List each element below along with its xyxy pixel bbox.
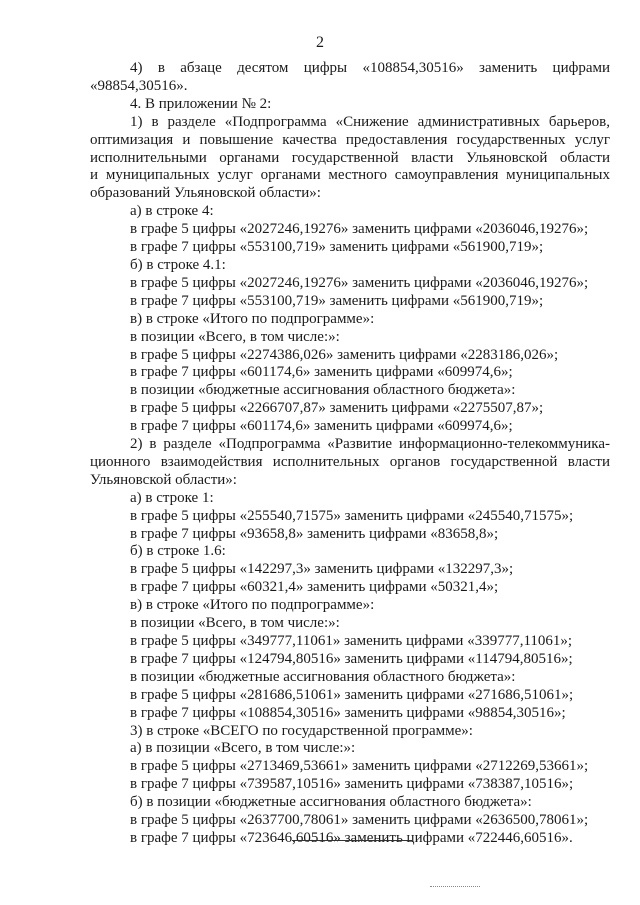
text-line: в графе 7 цифры «124794,80516» заменить цифрами «114794,80516»; <box>130 650 573 667</box>
text-line: б) в строке 1.6: <box>130 543 226 560</box>
scan-mark <box>430 886 480 887</box>
text-line: в графе 5 цифры «255540,71575» заменить цифрами «245540,71575»; <box>130 507 574 524</box>
text-line: образований Ульяновской области»: <box>90 185 321 202</box>
text-line: 4. В приложении № 2: <box>130 95 272 112</box>
text-line: исполнительными органами государственной власти Ульяновской области <box>90 149 610 166</box>
text-line: б) в позиции «бюджетные ассигнования областного бюджета»: <box>130 794 532 811</box>
text-line: в графе 5 цифры «2266707,87» заменить цифрами «2275507,87»; <box>130 400 544 417</box>
text-line: в) в строке «Итого по подпрограмме»: <box>130 310 375 327</box>
text-line: оптимизация и повышение качества предоставления государственных услуг <box>90 131 610 148</box>
text-line: 1) в разделе «Подпрограмма «Снижение административных барьеров, <box>130 113 610 130</box>
text-line: в) в строке «Итого по подпрограмме»: <box>130 597 375 614</box>
text-line: б) в строке 4.1: <box>130 256 226 273</box>
text-line: а) в строке 4: <box>130 203 214 220</box>
text-line: а) в позиции «Всего, в том числе:»: <box>130 740 356 757</box>
text-line: в графе 5 цифры «2713469,53661» заменить цифрами «2712269,53661»; <box>130 758 589 775</box>
text-line: ционного взаимодействия исполнительных органов государственной власти <box>90 453 610 470</box>
text-line: 4) в абзаце десятом цифры «108854,30516» заменить цифрами <box>130 60 610 76</box>
text-line: в позиции «Всего, в том числе:»: <box>130 328 340 345</box>
text-line: Ульяновской области»: <box>90 471 237 488</box>
text-line: в графе 5 цифры «142297,3» заменить цифрами «132297,3»; <box>130 561 514 578</box>
text-line: в графе 5 цифры «2027246,19276» заменить цифрами «2036046,19276»; <box>130 274 589 291</box>
text-line: 3) в строке «ВСЕГО по государственной программе»: <box>130 722 473 739</box>
text-line: в позиции «Всего, в том числе:»: <box>130 615 340 632</box>
text-line: в позиции «бюджетные ассигнования областного бюджета»: <box>130 382 516 399</box>
text-line: а) в строке 1: <box>130 489 214 506</box>
text-line: и муниципальных услуг органами местного самоуправления муниципальных <box>90 167 610 184</box>
separator-line <box>292 840 412 841</box>
text-line: в графе 7 цифры «601174,6» заменить цифрами «609974,6»; <box>130 418 513 435</box>
text-line: в графе 7 цифры «108854,30516» заменить цифрами «98854,30516»; <box>130 704 566 721</box>
text-line: в графе 7 цифры «553100,719» заменить цифрами «561900,719»; <box>130 292 544 309</box>
text-line: в графе 5 цифры «349777,11061» заменить цифрами «339777,11061»; <box>130 633 573 649</box>
text-line: «98854,30516». <box>90 77 188 94</box>
text-line: в графе 5 цифры «2274386,026» заменить цифрами «2283186,026»; <box>130 346 559 363</box>
text-line: в графе 7 цифры «553100,719» заменить цифрами «561900,719»; <box>130 239 544 256</box>
text-line: в графе 7 цифры «60321,4» заменить цифрами «50321,4»; <box>130 579 499 596</box>
text-line: в графе 5 цифры «2637700,78061» заменить цифрами «2636500,78061»; <box>130 812 589 829</box>
page-number: 2 <box>316 34 324 51</box>
text-line: в графе 5 цифры «281686,51061» заменить цифрами «271686,51061»; <box>130 686 574 703</box>
text-line: в графе 7 цифры «601174,6» заменить цифрами «609974,6»; <box>130 364 513 381</box>
text-line: 2) в разделе «Подпрограмма «Развитие информационно-телекоммуника- <box>130 436 610 453</box>
document-body <box>90 60 610 848</box>
text-line: в графе 7 цифры «93658,8» заменить цифрами «83658,8»; <box>130 525 499 542</box>
text-line: в графе 7 цифры «739587,10516» заменить цифрами «738387,10516»; <box>130 776 574 793</box>
text-line: в графе 5 цифры «2027246,19276» заменить цифрами «2036046,19276»; <box>130 221 589 238</box>
text-line: в графе 7 цифры «723646,60516» заменить цифрами «722446,60516». <box>130 829 573 846</box>
text-line: в позиции «бюджетные ассигнования областного бюджета»: <box>130 668 516 685</box>
